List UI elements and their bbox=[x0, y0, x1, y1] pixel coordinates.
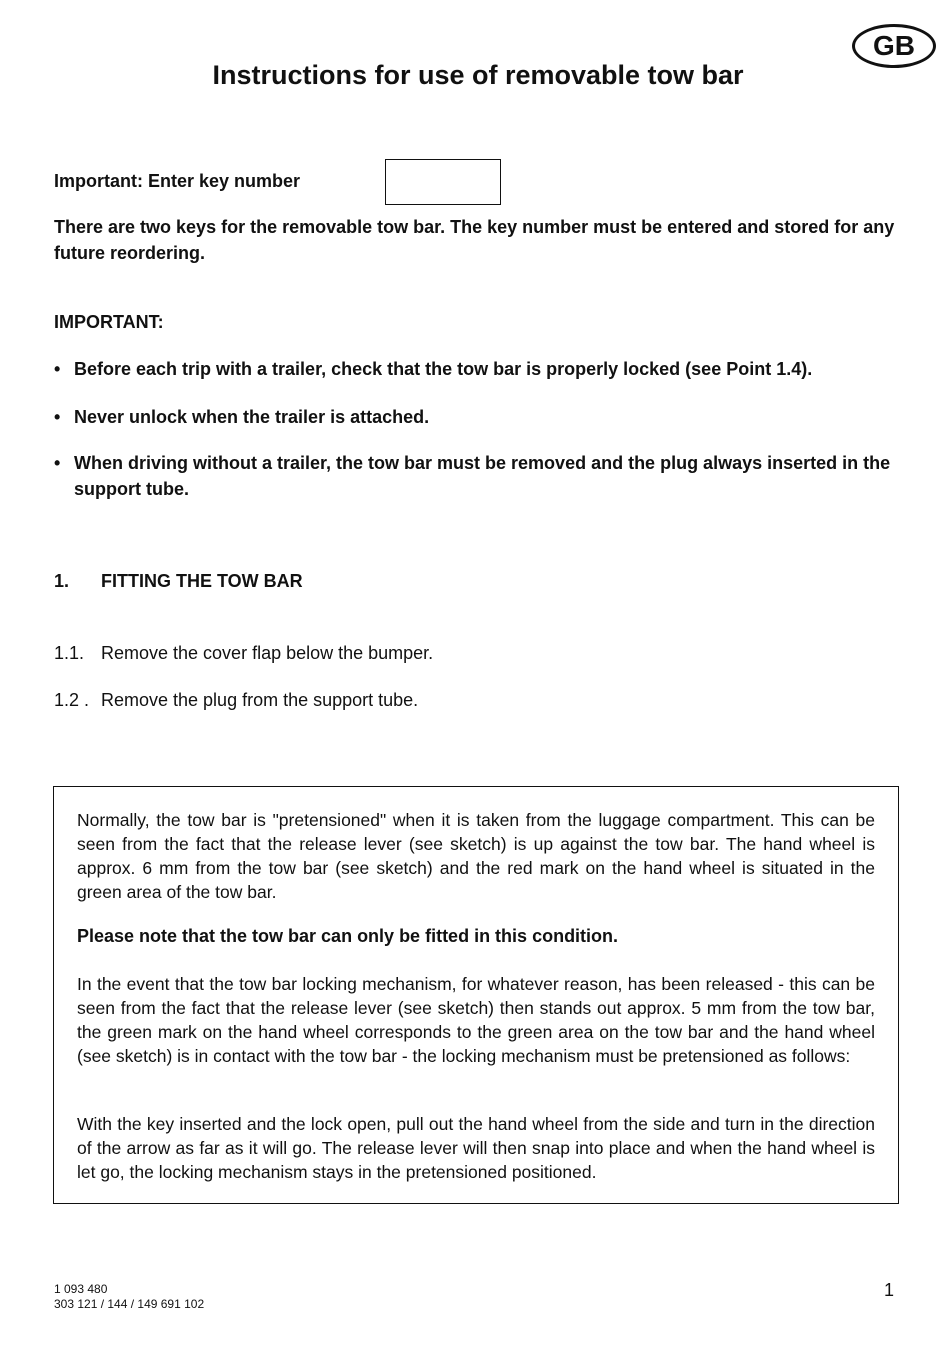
key-number-label: Important: Enter key number bbox=[54, 171, 301, 191]
page-title: Instructions for use of removable tow bar bbox=[212, 60, 744, 90]
step-item bbox=[54, 643, 433, 664]
step-text: Remove the cover flap below the bumper. bbox=[101, 643, 434, 663]
country-badge-label: GB bbox=[873, 30, 915, 61]
footer-ref-line: 1 093 480 bbox=[54, 1282, 108, 1296]
note-paragraph: With the key inserted and the lock open, pull out the hand wheel from the side and turn in the direction of the arrow as far as it will go. The release lever will then snap into place and when the hand wheel is let go, the locking mechanism stays in the pretensioned positioned. bbox=[77, 1114, 875, 1182]
bullet-dot: • bbox=[54, 407, 61, 427]
bullet-dot: • bbox=[54, 359, 61, 379]
step-number: 1.1. bbox=[54, 643, 85, 663]
bullet-text: Before each trip with a trailer, check that the tow bar is properly locked (see Point 1.4). bbox=[74, 359, 813, 379]
step-item bbox=[54, 690, 418, 711]
bullet-dot: • bbox=[54, 453, 61, 473]
footer-ref-line: 303 121 / 144 / 149 691 102 bbox=[54, 1297, 205, 1311]
bullet-text: Never unlock when the trailer is attached. bbox=[74, 407, 430, 427]
note-paragraph: In the event that the tow bar locking mechanism, for whatever reason, has been released - this can be seen from the fact that the release lever (see sketch) then stands out approx. 5 mm from the tow bar, the green mark on the hand wheel corresponds to the green area on the tow bar and the hand wheel (see sketch) is in contact with the tow bar - the locking mechanism must be pretensioned as follows: bbox=[77, 974, 875, 1066]
step-number: 1.2 . bbox=[54, 690, 90, 710]
bullet-item bbox=[54, 404, 914, 430]
key-number-field[interactable] bbox=[385, 159, 501, 205]
section-heading bbox=[54, 571, 303, 592]
bullet-item bbox=[54, 450, 914, 502]
important-heading: IMPORTANT: bbox=[54, 312, 164, 332]
page-number: 1 bbox=[884, 1280, 895, 1300]
footer-reference bbox=[54, 1282, 204, 1312]
note-bold-statement: Please note that the tow bar can only be fitted in this condition. bbox=[77, 926, 619, 946]
intro-paragraph: There are two keys for the removable tow bar. The key number must be entered and stored for any future reordering. bbox=[54, 217, 895, 263]
step-text: Remove the plug from the support tube. bbox=[101, 690, 419, 710]
section-title: FITTING THE TOW BAR bbox=[101, 571, 303, 591]
note-paragraph: Normally, the tow bar is "pretensioned" when it is taken from the luggage compartment. This can be seen from the fact that the release lever (see sketch) is up against the tow bar. The hand wheel is approx. 6 mm from the tow bar (see sketch) and the red mark on the hand wheel is situated in the green area of the tow bar. bbox=[77, 810, 875, 902]
bullet-item bbox=[54, 356, 914, 382]
section-number: 1. bbox=[54, 571, 70, 591]
bullet-text: When driving without a trailer, the tow bar must be removed and the plug always inserted in the support tube. bbox=[74, 453, 891, 499]
